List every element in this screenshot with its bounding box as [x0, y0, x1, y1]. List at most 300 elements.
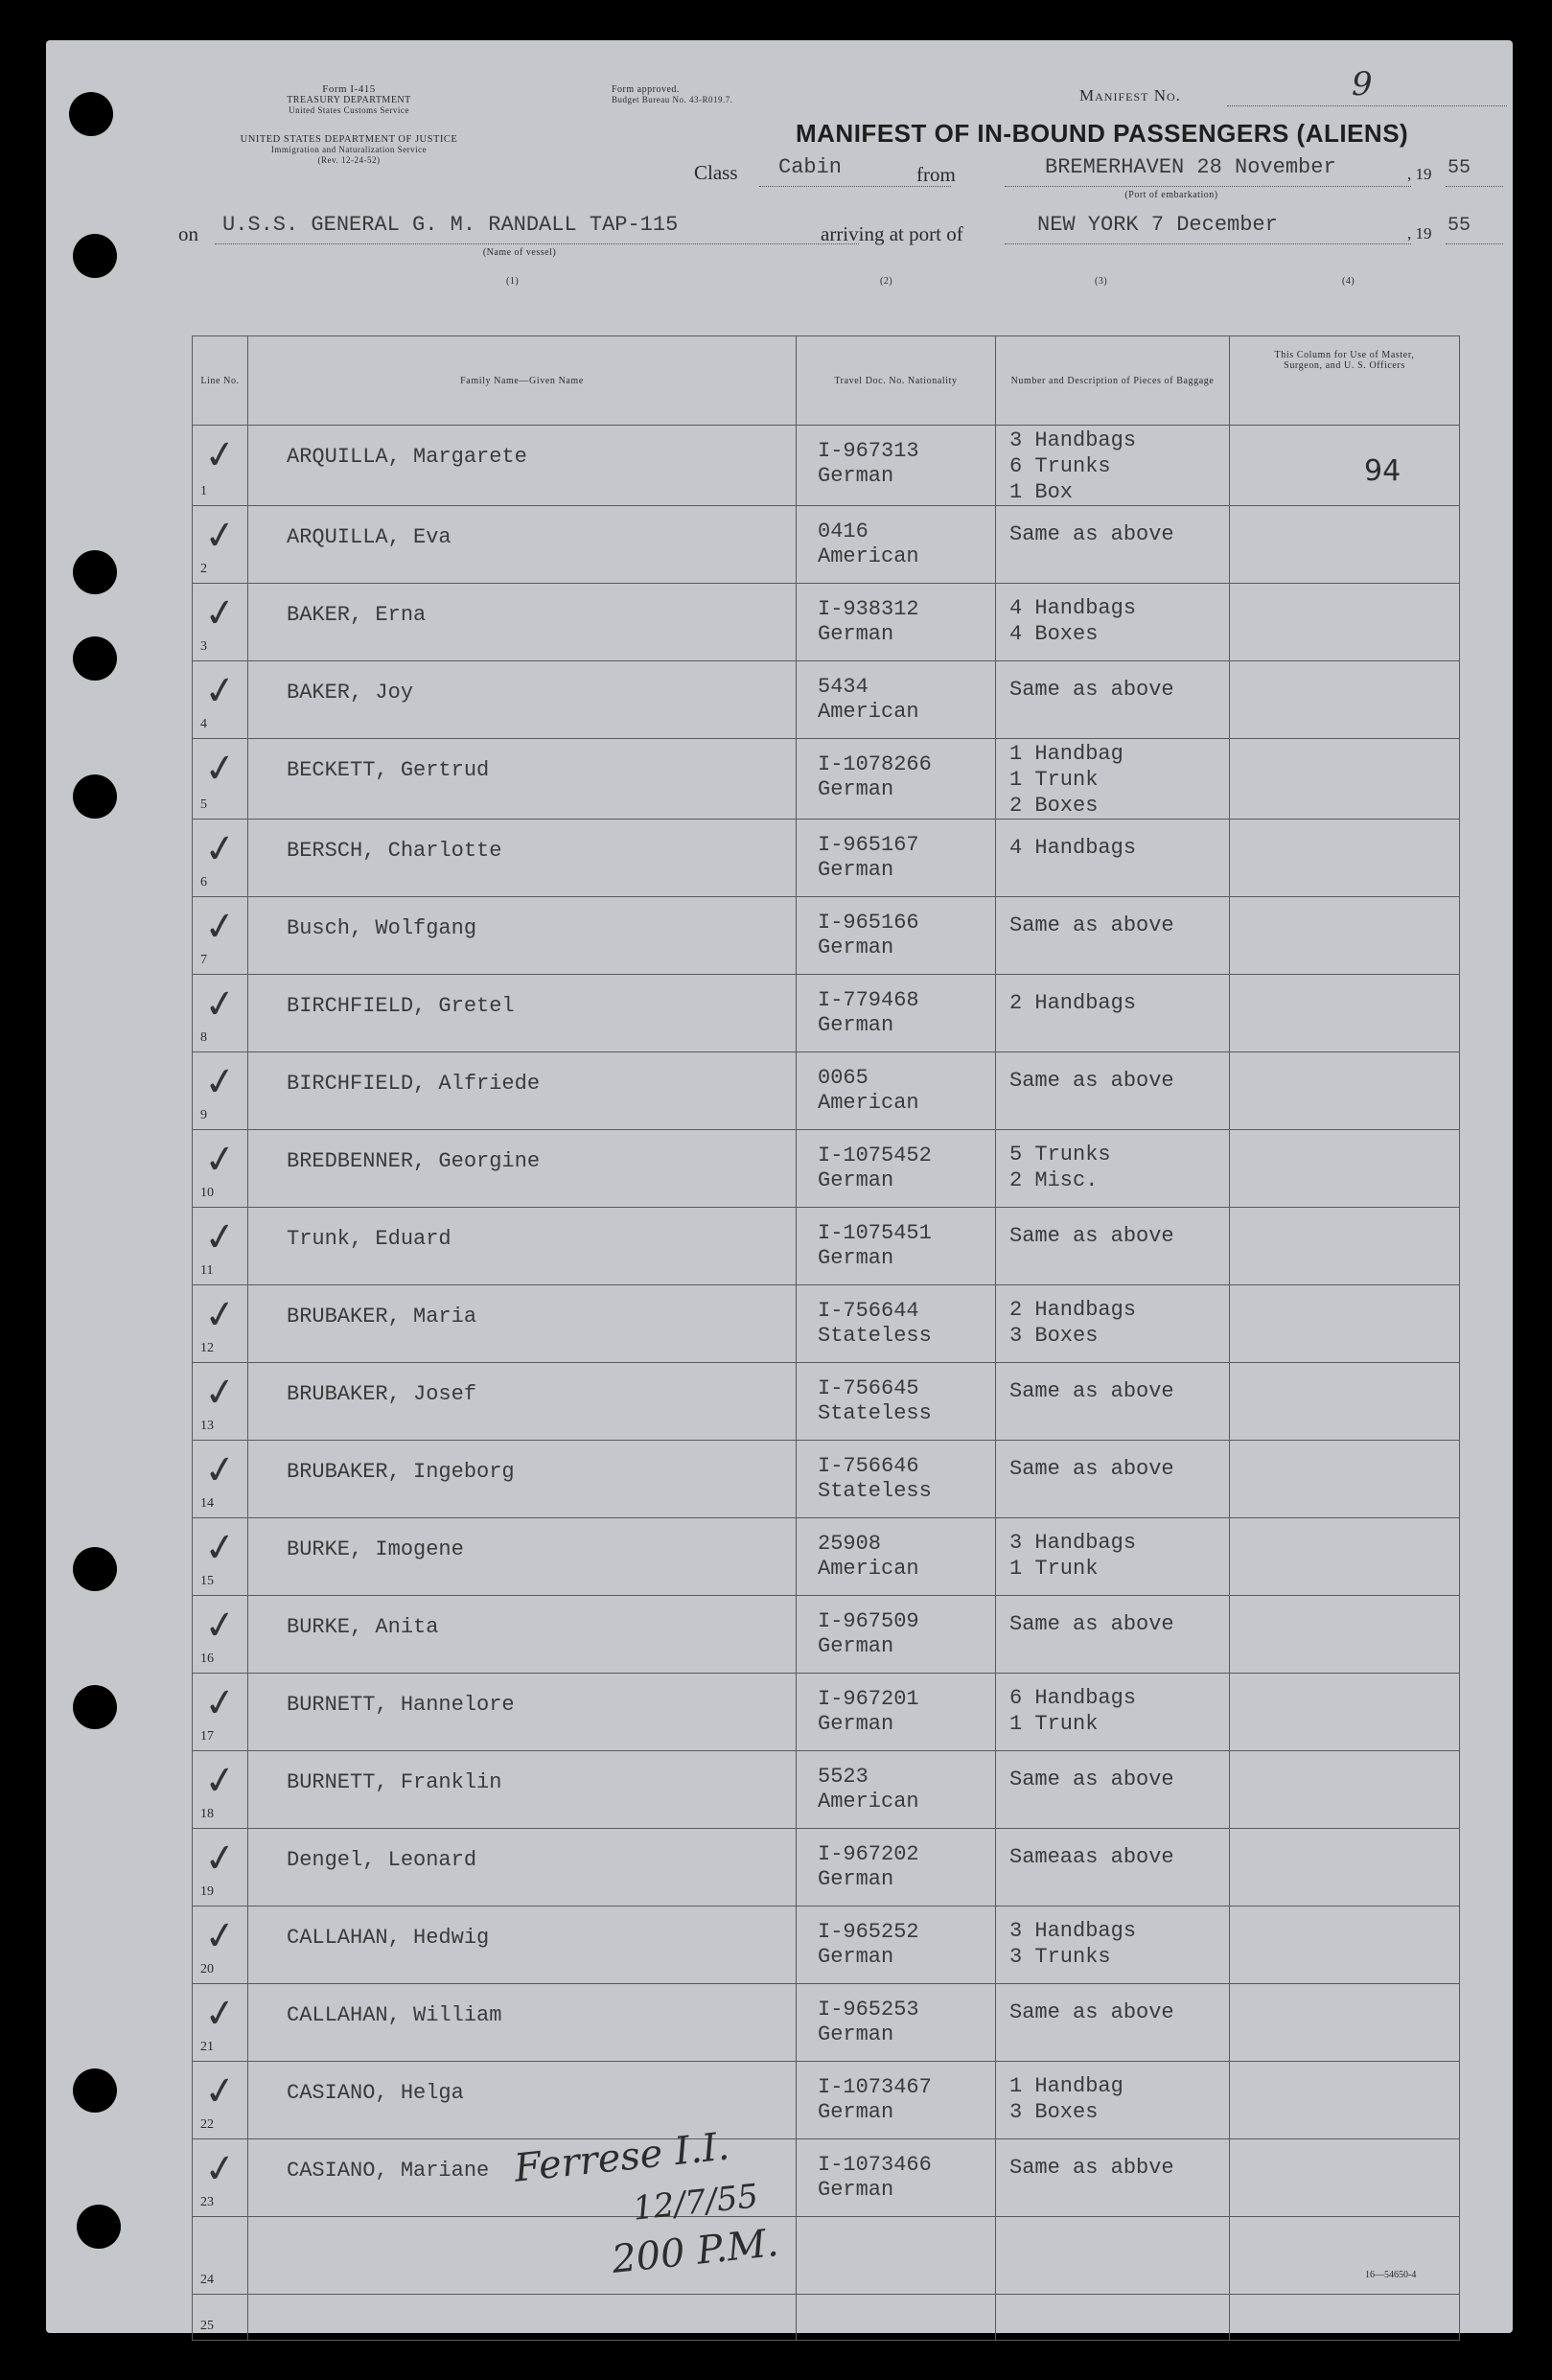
officer-cell [1230, 584, 1460, 661]
arriving-label: arriving at port of [821, 222, 963, 245]
line-number: 24 [200, 2273, 214, 2287]
line-number: 20 [200, 1962, 214, 1976]
baggage-line: 3 Trunks [1009, 1945, 1111, 1969]
table-row [193, 1208, 1460, 1285]
signature-time: 200 P.M. [610, 2221, 781, 2282]
nationality: German [818, 1712, 894, 1736]
travel-doc-no: 0065 [818, 1066, 869, 1090]
line-number: 15 [200, 1574, 214, 1588]
table-row [193, 820, 1460, 897]
baggage-line: 4 Handbags [1009, 836, 1137, 860]
check-mark-icon: ✓ [200, 824, 240, 874]
officer-cell [1230, 739, 1460, 820]
nationality: American [818, 1790, 919, 1814]
baggage-cell [996, 1285, 1230, 1363]
passenger-name: BREDBENNER, Georgine [287, 1149, 541, 1173]
check-mark-icon: ✓ [200, 666, 240, 716]
line-number: 7 [200, 953, 207, 967]
line-number: 4 [200, 717, 207, 731]
table-row [193, 584, 1460, 661]
check-mark-icon: ✓ [200, 1756, 240, 1806]
travel-doc-no: I-1073466 [818, 2153, 932, 2177]
name-cell [248, 1363, 797, 1441]
officer-cell [1230, 2062, 1460, 2139]
officer-cell [1230, 1363, 1460, 1441]
travel-doc-no: I-967202 [818, 1842, 919, 1866]
baggage-cell [996, 1052, 1230, 1130]
passenger-name: Dengel, Leonard [287, 1848, 477, 1872]
check-mark-icon: ✓ [200, 589, 240, 638]
passenger-name: BAKER, Erna [287, 603, 427, 627]
baggage-cell [996, 1751, 1230, 1829]
header-line-no: Line No. [193, 336, 248, 426]
nationality: German [818, 1945, 894, 1969]
name-cell [248, 1052, 797, 1130]
table-row [193, 897, 1460, 975]
line-no-cell [193, 2217, 248, 2295]
name-cell [248, 506, 797, 584]
baggage-cell [996, 897, 1230, 975]
name-cell [248, 2295, 797, 2341]
doc-cell [797, 2295, 996, 2341]
year-field-1 [1446, 153, 1503, 187]
nationality: German [818, 1013, 894, 1037]
baggage-cell [996, 2062, 1230, 2139]
nationality: Stateless [818, 1401, 932, 1425]
baggage-line: Same as above [1009, 522, 1174, 546]
name-cell [248, 820, 797, 897]
line-no-cell [193, 1751, 248, 1829]
nationality: German [818, 936, 894, 959]
doc-cell [797, 1130, 996, 1208]
justice-dept: UNITED STATES DEPARTMENT OF JUSTICE [240, 134, 458, 145]
name-cell [248, 1285, 797, 1363]
passenger-table [192, 335, 1460, 2341]
manifest-title: MANIFEST OF IN-BOUND PASSENGERS (ALIENS) [796, 119, 1409, 148]
table-row [193, 1751, 1460, 1829]
check-mark-icon: ✓ [200, 902, 240, 952]
name-cell [248, 1829, 797, 1906]
officer-cell [1230, 820, 1460, 897]
table-row [193, 1984, 1460, 2062]
name-cell [248, 897, 797, 975]
travel-doc-no: 5434 [818, 675, 869, 699]
line-number: 16 [200, 1652, 214, 1666]
doc-cell [797, 1596, 996, 1674]
year-prefix-1: , 19 [1407, 165, 1432, 183]
travel-doc-no: I-1075452 [818, 1144, 932, 1167]
baggage-cell [996, 1208, 1230, 1285]
officer-cell [1230, 1285, 1460, 1363]
travel-doc-no: I-965252 [818, 1920, 919, 1944]
nationality: Stateless [818, 1324, 932, 1348]
travel-doc-no: 0416 [818, 520, 869, 543]
officer-cell [1230, 1751, 1460, 1829]
table-row [193, 1285, 1460, 1363]
nationality: German [818, 1867, 894, 1891]
doc-cell [797, 1906, 996, 1984]
budget-bureau: Budget Bureau No. 43-R019.7. [612, 95, 733, 104]
baggage-cell [996, 584, 1230, 661]
baggage-line: 3 Boxes [1009, 2100, 1099, 2124]
officer-cell [1230, 1208, 1460, 1285]
baggage-line: 2 Handbags [1009, 991, 1137, 1015]
doc-cell [797, 1285, 996, 1363]
line-no-cell [193, 506, 248, 584]
check-mark-icon: ✓ [200, 430, 240, 480]
line-number: 9 [200, 1108, 207, 1122]
travel-doc-no: I-967509 [818, 1609, 919, 1633]
line-number: 1 [200, 484, 207, 498]
line-number: 10 [200, 1186, 214, 1200]
line-number: 23 [200, 2195, 214, 2209]
nationality: German [818, 2022, 894, 2046]
baggage-line: 6 Handbags [1009, 1686, 1137, 1710]
doc-cell [797, 1052, 996, 1130]
nationality: German [818, 858, 894, 882]
passenger-name: BIRCHFIELD, Gretel [287, 994, 515, 1018]
baggage-line: 1 Box [1009, 480, 1074, 504]
manifest-no-field [1227, 65, 1507, 106]
passenger-name: BRUBAKER, Maria [287, 1305, 477, 1329]
passenger-name: ARQUILLA, Eva [287, 525, 452, 549]
passenger-name: BRUBAKER, Ingeborg [287, 1460, 515, 1484]
nationality: American [818, 544, 919, 568]
officer-cell [1230, 1596, 1460, 1674]
baggage-cell [996, 1674, 1230, 1751]
baggage-line: 4 Handbags [1009, 596, 1137, 620]
binder-hole-icon [77, 2205, 121, 2249]
baggage-cell [996, 2295, 1230, 2341]
manifest-no-label: Manifest No. [1079, 86, 1181, 104]
line-no-cell [193, 1208, 248, 1285]
check-mark-icon: ✓ [200, 1989, 240, 2039]
vessel-field [215, 211, 859, 244]
check-mark-icon: ✓ [200, 1135, 240, 1185]
footer-code: 16—54650-4 [1365, 2270, 1417, 2280]
table-row [193, 975, 1460, 1052]
name-cell [248, 1596, 797, 1674]
travel-doc-no: I-756645 [818, 1376, 919, 1400]
table-row [193, 2139, 1460, 2217]
doc-cell [797, 506, 996, 584]
year-value-1: 55 [1448, 157, 1471, 179]
travel-doc-no: I-756646 [818, 1454, 919, 1478]
check-mark-icon: ✓ [200, 1678, 240, 1728]
line-no-cell [193, 426, 248, 506]
line-no-cell [193, 2062, 248, 2139]
table-row [193, 426, 1460, 506]
baggage-line: Same as above [1009, 1612, 1174, 1636]
baggage-cell [996, 1130, 1230, 1208]
form-number: Form I-415 [322, 83, 376, 95]
doc-cell [797, 897, 996, 975]
officer-cell [1230, 1906, 1460, 1984]
baggage-line: 4 Boxes [1009, 622, 1099, 646]
baggage-cell [996, 1596, 1230, 1674]
nationality: German [818, 1634, 894, 1658]
line-no-cell [193, 975, 248, 1052]
check-mark-icon: ✓ [200, 980, 240, 1029]
binder-hole-icon [73, 234, 117, 278]
from-label: from [916, 163, 956, 186]
travel-doc-no: I-779468 [818, 988, 919, 1012]
nationality: American [818, 700, 919, 724]
header-name: Family Name—Given Name [248, 336, 797, 426]
table-row [193, 2217, 1460, 2295]
passenger-name: Busch, Wolfgang [287, 916, 477, 940]
form-approved: Form approved. [612, 84, 680, 95]
line-number: 25 [200, 2319, 214, 2333]
officer-cell [1230, 1441, 1460, 1518]
nationality: American [818, 1091, 919, 1115]
year-prefix-2: , 19 [1407, 224, 1432, 243]
name-cell [248, 1674, 797, 1751]
binder-hole-icon [73, 2068, 117, 2113]
nationality: German [818, 464, 894, 488]
name-cell [248, 975, 797, 1052]
baggage-cell [996, 1441, 1230, 1518]
check-mark-icon: ✓ [200, 2144, 240, 2194]
travel-doc-no: 5523 [818, 1765, 869, 1789]
passenger-name: CALLAHAN, William [287, 2003, 502, 2027]
check-mark-icon: ✓ [200, 511, 240, 561]
passenger-name: BIRCHFIELD, Alfriede [287, 1072, 541, 1096]
header-officer: This Column for Use of Master, Surgeon, and U. S. Officers [1230, 336, 1460, 426]
passenger-name: CASIANO, Helga [287, 2081, 464, 2105]
baggage-cell [996, 661, 1230, 739]
line-number: 19 [200, 1884, 214, 1899]
baggage-line: Same as above [1009, 1457, 1174, 1481]
name-cell [248, 1130, 797, 1208]
officer-cell [1230, 426, 1460, 506]
baggage-line: 3 Handbags [1009, 1919, 1137, 1943]
travel-doc-no: I-965166 [818, 911, 919, 935]
baggage-line: 1 Trunk [1009, 768, 1099, 792]
embarkation-field [1005, 153, 1411, 187]
line-number: 11 [200, 1263, 214, 1278]
travel-doc-no: I-965253 [818, 1998, 919, 2022]
baggage-line: Same as above [1009, 2000, 1174, 2024]
line-number: 22 [200, 2117, 214, 2132]
class-value: Cabin [778, 155, 843, 179]
header-baggage: Number and Description of Pieces of Baggage [996, 336, 1230, 426]
baggage-cell [996, 820, 1230, 897]
travel-doc-no: I-1073467 [818, 2075, 932, 2099]
baggage-line: 2 Handbags [1009, 1298, 1137, 1322]
baggage-line: Same as above [1009, 1069, 1174, 1093]
table-row [193, 2062, 1460, 2139]
passenger-name: BURKE, Anita [287, 1615, 439, 1639]
doc-cell [797, 1518, 996, 1596]
baggage-cell [996, 1829, 1230, 1906]
table-row [193, 661, 1460, 739]
passenger-name: BURNETT, Franklin [287, 1770, 502, 1794]
officer-cell [1230, 661, 1460, 739]
table-row [193, 1674, 1460, 1751]
passenger-name: BURKE, Imogene [287, 1537, 464, 1561]
line-no-cell [193, 1906, 248, 1984]
baggage-cell [996, 975, 1230, 1052]
officer-cell [1230, 975, 1460, 1052]
doc-cell [797, 2062, 996, 2139]
nationality: Stateless [818, 1479, 932, 1503]
baggage-line: 6 Trunks [1009, 454, 1111, 478]
baggage-line: 2 Boxes [1009, 794, 1099, 818]
col-number-1: (1) [506, 276, 520, 287]
name-cell [248, 426, 797, 506]
line-no-cell [193, 1441, 248, 1518]
table-row [193, 1052, 1460, 1130]
binder-hole-icon [73, 636, 117, 681]
line-no-cell [193, 2139, 248, 2217]
header-doc: Travel Doc. No. Nationality [797, 336, 996, 426]
baggage-line: Same as abbve [1009, 2156, 1174, 2180]
binder-hole-icon [73, 550, 117, 594]
passenger-name: BAKER, Joy [287, 681, 414, 705]
name-cell [248, 1751, 797, 1829]
binder-hole-icon [73, 1547, 117, 1591]
line-number: 12 [200, 1341, 214, 1355]
nationality: German [818, 622, 894, 646]
customs-service: United States Customs Service [289, 105, 409, 115]
officer-note: 94 [1364, 454, 1401, 488]
baggage-cell [996, 739, 1230, 820]
line-no-cell [193, 739, 248, 820]
line-number: 17 [200, 1729, 214, 1744]
officer-cell [1230, 2295, 1460, 2341]
baggage-line: 5 Trunks [1009, 1143, 1111, 1167]
passenger-name: BERSCH, Charlotte [287, 839, 502, 863]
doc-cell [797, 2139, 996, 2217]
baggage-cell [996, 1906, 1230, 1984]
baggage-cell [996, 1984, 1230, 2062]
doc-cell [797, 2217, 996, 2295]
baggage-cell [996, 1363, 1230, 1441]
baggage-cell [996, 2217, 1230, 2295]
check-mark-icon: ✓ [200, 1911, 240, 1961]
passenger-name: Trunk, Eduard [287, 1227, 452, 1251]
travel-doc-no: I-967201 [818, 1687, 919, 1711]
check-mark-icon: ✓ [200, 1368, 240, 1418]
passenger-name: ARQUILLA, Margarete [287, 445, 527, 469]
table-row [193, 2295, 1460, 2341]
doc-cell [797, 426, 996, 506]
doc-cell [797, 1829, 996, 1906]
baggage-cell [996, 426, 1230, 506]
ins-service: Immigration and Naturalization Service [270, 145, 428, 154]
line-no-cell [193, 661, 248, 739]
port-caption: (Port of embarkation) [1124, 190, 1218, 200]
line-no-cell [193, 2295, 248, 2341]
table-row [193, 506, 1460, 584]
officer-cell [1230, 1052, 1460, 1130]
nationality: German [818, 2178, 894, 2202]
table-row [193, 1829, 1460, 1906]
baggage-line: 1 Handbag [1009, 742, 1123, 766]
doc-cell [797, 1674, 996, 1751]
passenger-name: BURNETT, Hannelore [287, 1693, 515, 1717]
name-cell [248, 1984, 797, 2062]
officer-cell [1230, 1130, 1460, 1208]
check-mark-icon: ✓ [200, 1523, 240, 1573]
doc-cell [797, 820, 996, 897]
check-mark-icon: ✓ [200, 744, 240, 794]
arrival-value: NEW YORK 7 December [1037, 213, 1278, 237]
line-no-cell [193, 1285, 248, 1363]
passenger-name: CASIANO, Mariane [287, 2159, 490, 2183]
officer-cell [1230, 1829, 1460, 1906]
vessel-value: U.S.S. GENERAL G. M. RANDALL TAP-115 [222, 213, 679, 237]
name-cell [248, 661, 797, 739]
line-no-cell [193, 1674, 248, 1751]
officer-cell [1230, 1984, 1460, 2062]
passenger-name: BRUBAKER, Josef [287, 1382, 477, 1406]
nationality: German [818, 2100, 894, 2124]
baggage-line: 2 Misc. [1009, 1168, 1099, 1192]
line-number: 21 [200, 2040, 214, 2054]
manifest-no-value: 9 [1352, 65, 1373, 104]
baggage-line: 3 Handbags [1009, 428, 1137, 452]
line-no-cell [193, 1596, 248, 1674]
check-mark-icon: ✓ [200, 1057, 240, 1107]
officer-cell [1230, 897, 1460, 975]
baggage-line: Same as above [1009, 1379, 1174, 1403]
nationality: American [818, 1557, 919, 1581]
line-no-cell [193, 820, 248, 897]
table-header [193, 336, 1460, 426]
doc-cell [797, 1751, 996, 1829]
baggage-line: 1 Handbag [1009, 2074, 1123, 2098]
table-row [193, 1363, 1460, 1441]
name-cell [248, 1208, 797, 1285]
officer-cell [1230, 2139, 1460, 2217]
doc-cell [797, 1984, 996, 2062]
baggage-line: 3 Boxes [1009, 1324, 1099, 1348]
baggage-line: Same as above [1009, 913, 1174, 937]
passenger-name [248, 2295, 796, 2314]
table-row [193, 1906, 1460, 1984]
binder-hole-icon [69, 92, 113, 136]
embarkation-value: BREMERHAVEN 28 November [1045, 155, 1336, 179]
vessel-caption: (Name of vessel) [482, 247, 557, 258]
travel-doc-no: I-938312 [818, 597, 919, 621]
name-cell [248, 584, 797, 661]
baggage-line: Same as above [1009, 1768, 1174, 1791]
arrival-field [1005, 211, 1411, 244]
line-no-cell [193, 1984, 248, 2062]
baggage-line: 1 Trunk [1009, 1557, 1099, 1581]
baggage-cell [996, 2139, 1230, 2217]
year-field-2 [1446, 211, 1503, 244]
doc-cell [797, 661, 996, 739]
name-cell [248, 739, 797, 820]
check-mark-icon: ✓ [200, 2067, 240, 2116]
line-number: 3 [200, 639, 207, 654]
class-label: Class [694, 161, 738, 184]
line-number: 18 [200, 1807, 214, 1821]
binder-hole-icon [73, 1685, 117, 1729]
nationality: German [818, 1246, 894, 1270]
officer-cell [1230, 506, 1460, 584]
officer-cell [1230, 1674, 1460, 1751]
line-number: 2 [200, 562, 207, 576]
nationality: German [818, 777, 894, 801]
travel-doc-no: I-756644 [818, 1299, 919, 1323]
travel-doc-no: I-965167 [818, 833, 919, 857]
name-cell [248, 1441, 797, 1518]
travel-doc-no: 25908 [818, 1532, 882, 1556]
